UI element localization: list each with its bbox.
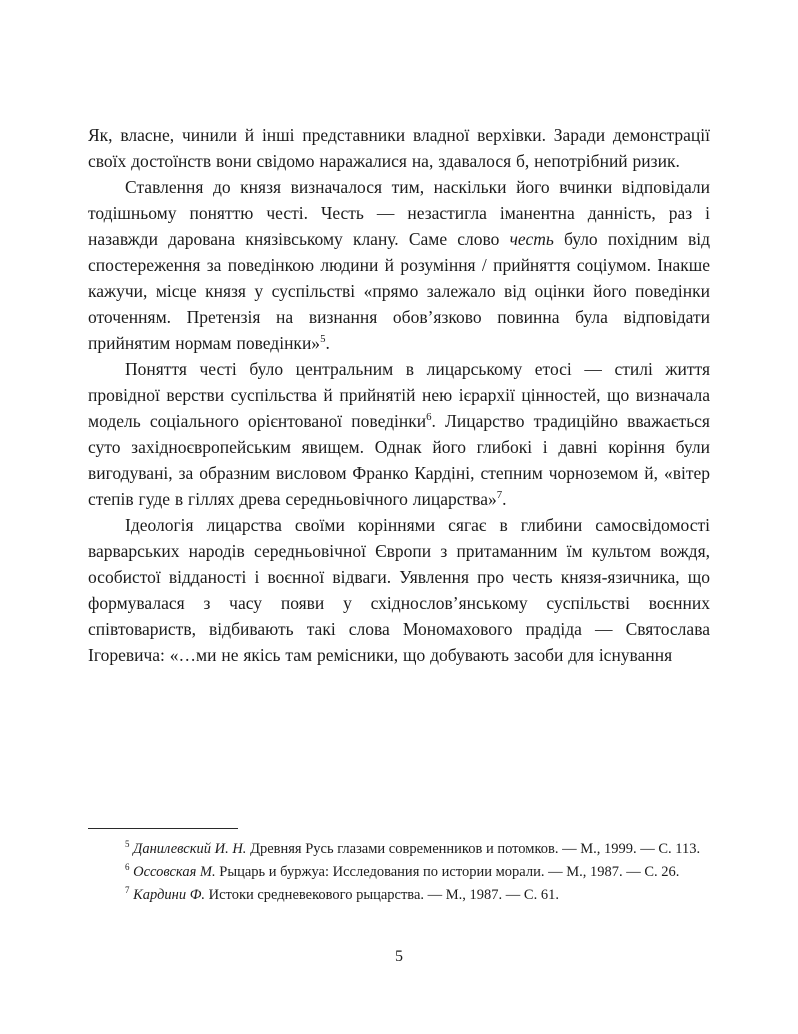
footnote-separator	[88, 828, 238, 829]
italic-text: честь	[509, 229, 554, 249]
italic-text: Кардини Ф.	[133, 887, 206, 903]
text-run: Як, власне, чинили й інші представники владної верхівки. Заради демонстрації своїх достоїнств вони свідомо наражалися на, здавалося б, непотрібний ризик.	[88, 125, 710, 171]
text-run: Древняя Русь глазами современников и потомков. — М., 1999. — С. 113.	[246, 841, 701, 857]
paragraph	[88, 122, 710, 174]
text-run: Истоки средневекового рыцарства. — М., 1987. — С. 61.	[205, 887, 559, 903]
italic-text: Оссовская М.	[133, 864, 216, 880]
footnote	[88, 838, 710, 861]
footnote	[88, 861, 710, 884]
footnote-block	[88, 828, 710, 907]
text-run: . Лицарство традиційно вважається суто західноєвропейським явищем. Однак його глибокі і давні коріння були вигодувані, за образним висловом Франко Кардіні, степним чорноземом й, «вітер степів гуде в гіллях древа середньовічного лицарства»	[88, 411, 710, 509]
italic-text: Данилевский И. Н.	[133, 841, 247, 857]
text-run: Рыцарь и буржуа: Исследования по истории морали. — М., 1987. — С. 26.	[215, 864, 680, 880]
page-number: 5	[395, 948, 403, 965]
footnote-marker: 6	[125, 862, 130, 873]
footnote-marker: 5	[125, 839, 130, 850]
paragraph	[88, 512, 710, 668]
text-run: було похідним від спостереження за поведінкою людини й розуміння / прийняття соціумом. Інакше кажучи, місце князя у суспільстві «прямо залежало від оцінки його поведінки оточенням. Претензія на визнання обов’язково повинна була відповідати прийнятим нормам поведінки»	[88, 229, 711, 353]
footnote-ref: 7	[496, 489, 503, 502]
footnote-marker: 7	[125, 885, 130, 896]
footnote-ref: 6	[426, 411, 432, 424]
text-run: .	[502, 489, 507, 509]
text-run: Ставлення до князя визначалося тим, наскільки його вчинки відповідали тодішньому поняттю честі. Честь — незастигла іманентна данність, раз і назавжди дарована князівському клану. Саме слово	[88, 177, 710, 249]
paragraph	[88, 356, 710, 512]
footnote	[88, 884, 710, 907]
footnote-ref: 5	[320, 333, 326, 346]
body-text	[88, 122, 710, 668]
text-run: Ідеологія лицарства своїми коріннями сягає в глибини самосвідомості варварських народів середньовічної Європи з притаманним їм культом вождя, особистої відданості і воєнної відваги. Уявлення про честь князя-язичника, що формувалася з часу появи у східнослов’янському суспільстві воєнних співтовариств, відбивають такі слова Мономахового прадіда — Святослава Ігоревича: «…ми не якісь там ремісники, що добувають засоби для існування	[88, 515, 710, 665]
text-run: .	[325, 333, 330, 353]
text-run: Поняття честі було центральним в лицарському етосі — стилі життя провідної верстви суспільства й прийнятій нею ієрархії цінностей, що визначала модель соціального орієнтованої поведінки	[88, 359, 710, 431]
footnotes	[88, 838, 710, 907]
paragraph	[88, 174, 710, 356]
